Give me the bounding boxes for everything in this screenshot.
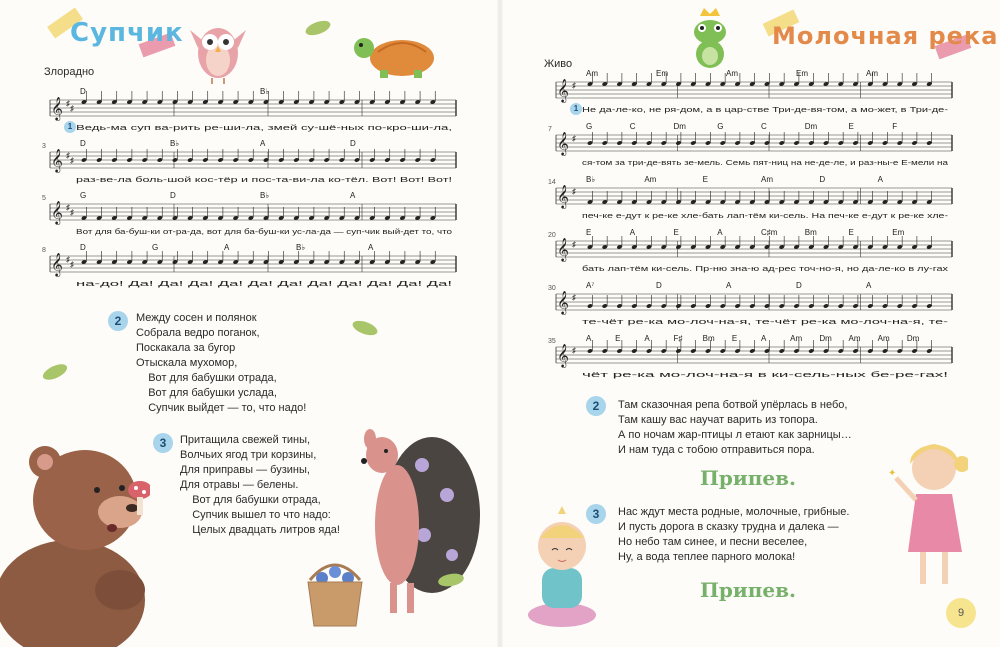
- chord-symbol: B♭: [260, 87, 270, 96]
- verse-line: Нас ждут места родные, молочные, грибные.: [618, 506, 850, 518]
- verse-line: Поскакала за бугор: [136, 342, 236, 354]
- chord-symbol: A: [586, 334, 592, 343]
- chord-symbol: B♭: [170, 139, 180, 148]
- chord-symbol: Em: [656, 69, 668, 78]
- chord-symbol: E: [586, 228, 592, 237]
- sheet-music-right: [546, 64, 956, 392]
- page-number-badge: 9: [946, 598, 976, 628]
- chord-symbol: E: [702, 175, 709, 184]
- verse-line: Целых двадцать литров яда!: [180, 524, 340, 536]
- staff-system: [50, 87, 456, 132]
- lyrics-line: печ-ке е-дут к ре-ке хле-бать лап-тём ки-сель. На печ-ке е-дут к ре-ке хле-: [582, 211, 949, 220]
- staff-system: [548, 175, 952, 220]
- key-signature-sharp: ♯: [572, 240, 576, 249]
- verse-line: И нам туда с тобою отправиться пора.: [618, 444, 815, 456]
- chord-symbol: A: [877, 175, 884, 184]
- lyrics-line: на-до! Да! Да! Да! Да! Да! Да! Да! Да! Да! Да! Да!: [76, 279, 452, 288]
- chord-symbol: E: [673, 228, 679, 237]
- staff-system: [42, 191, 456, 236]
- chord-symbol: D: [819, 175, 826, 184]
- chord-symbol: D: [80, 243, 86, 252]
- chord-symbol: A: [726, 281, 732, 290]
- lyrics-line: ся-том за три-де-вять зе-мель. Семь пят-ниц на не-де-ле, и раз-ны-е Е-мели на: [582, 158, 950, 167]
- verse-line: Супчик вышел то что надо:: [180, 509, 331, 521]
- chord-symbol: Dm: [906, 334, 920, 343]
- measure-number: 7: [548, 126, 552, 133]
- verse-line: Там кашу вас научат варить из топора.: [618, 414, 818, 426]
- chord-symbol: Am: [848, 334, 861, 343]
- lyrics-line: раз-ве-ла боль-шой кос-тёр и пос-та-ви-ла ко-тёл. Вот! Вот! Вот!: [76, 175, 452, 184]
- frog-prince-illustration: [688, 6, 732, 70]
- staff-system: [42, 139, 456, 184]
- basket-illustration: [300, 550, 370, 630]
- measure-number: 5: [42, 195, 46, 202]
- staff-system: [548, 228, 952, 273]
- tempo-marking-right: Живо: [544, 58, 573, 70]
- chord-symbol: E: [615, 334, 621, 343]
- chord-symbol: C♯m: [761, 228, 778, 237]
- key-signature-sharp: ♯: [572, 134, 576, 143]
- measure-number: 35: [548, 338, 556, 345]
- key-signature-sharp: ♯: [70, 104, 74, 113]
- chord-symbol: D: [796, 281, 802, 290]
- treble-clef: 𝄞: [51, 254, 63, 276]
- chord-symbol: C: [761, 122, 767, 131]
- measure-number: 8: [42, 247, 46, 254]
- chord-symbol: Bm: [804, 228, 817, 237]
- key-signature-sharp: ♯: [572, 346, 576, 355]
- chord-symbol: E: [848, 228, 854, 237]
- chord-symbol: A: [629, 228, 636, 237]
- verse-line: Притащила свежей тины,: [180, 434, 311, 446]
- treble-clef: 𝄞: [557, 80, 569, 102]
- key-signature-sharp: ♯: [70, 260, 74, 269]
- treble-clef: 𝄞: [557, 186, 569, 208]
- verse-2-right: [618, 398, 852, 458]
- chord-symbol: A: [350, 191, 356, 200]
- chord-symbol: Am: [877, 334, 890, 343]
- verse-line: Для отравы — белены.: [180, 479, 299, 491]
- measure-number: 3: [42, 143, 46, 150]
- verse-line: Для приправы — бузины,: [180, 464, 310, 476]
- chord-symbol: Am: [644, 175, 657, 184]
- boy-illustration: [522, 500, 602, 630]
- measure-number: 30: [548, 285, 556, 292]
- treble-clef: 𝄞: [51, 202, 63, 224]
- lyrics-line: Вот для ба-буш-ки от-ра-да, вот для ба-буш-ки ус-ла-да — суп-чик вый-дет то, что: [76, 227, 452, 236]
- chord-symbol: A: [368, 243, 374, 252]
- measure-number: 20: [548, 232, 556, 239]
- verse-line: Отыскала мухомор,: [136, 357, 238, 369]
- girl-illustration: [888, 434, 968, 594]
- treble-clef: 𝄞: [557, 292, 569, 314]
- staff-system: [548, 334, 952, 379]
- verse-3-right: [618, 505, 849, 565]
- verse-3-left: [180, 433, 340, 538]
- leaf-decoration: [303, 18, 333, 38]
- verse-line: Но небо там синее, и песни веселее,: [618, 536, 808, 548]
- chord-symbol: F♯: [673, 334, 683, 343]
- lyrics-line: бать лап-тём ки-сель. Пр-ню зна-ю ад-рес точ-но-я, но да-ле-ко в лу-гах: [582, 264, 949, 273]
- chord-symbol: Dm: [673, 122, 686, 131]
- key-signature-sharp: ♯: [66, 151, 70, 160]
- chord-symbol: D: [80, 87, 86, 96]
- chorus-label-2: Припев.: [700, 578, 796, 602]
- chord-symbol: A: [761, 334, 767, 343]
- treble-clef: 𝄞: [557, 239, 569, 261]
- chord-symbol: G: [80, 191, 87, 200]
- lyrics-line: те-чёт ре-ка мо-лоч-на-я, те-чёт ре-ка мо-лоч-на-я, те-: [582, 317, 949, 326]
- verse-line: Собрала ведро поганок,: [136, 327, 260, 339]
- chord-symbol: G: [586, 122, 593, 131]
- owl-illustration: [188, 8, 248, 86]
- chord-symbol: A: [866, 281, 872, 290]
- chord-symbol: E: [848, 122, 854, 131]
- chord-symbol: Dm: [804, 122, 818, 131]
- verse-line: А по ночам жар-птицы л етают как зарницы…: [618, 429, 852, 441]
- chord-symbol: Dm: [819, 334, 832, 343]
- verse-line: И пусть дорога в сказку трудна и далека —: [618, 521, 839, 533]
- chord-symbol: B♭: [296, 243, 306, 252]
- leaf-decoration: [350, 318, 380, 338]
- lyrics-line: Не да-ле-ко, не ря-дом, а в цар-стве Три-де-вя-том, а мо-жет, в Три-де-: [582, 105, 949, 114]
- chord-symbol: D: [350, 139, 356, 148]
- leaf-decoration: [40, 362, 70, 382]
- key-signature-sharp: ♯: [70, 156, 74, 165]
- chord-symbol: Bm: [702, 334, 715, 343]
- measure-number: 14: [548, 179, 556, 186]
- treble-clef: 𝄞: [51, 150, 63, 172]
- svg-text:✦: ✦: [888, 468, 897, 479]
- chord-symbol: D: [656, 281, 662, 290]
- treble-clef: 𝄞: [51, 98, 63, 120]
- chord-symbol: B♭: [260, 191, 270, 200]
- right-page: [500, 0, 1000, 647]
- key-signature-sharp: ♯: [572, 293, 576, 302]
- chord-symbol: Am: [790, 334, 803, 343]
- chord-symbol: E: [731, 334, 738, 343]
- tempo-marking-left: Злорадно: [44, 66, 95, 78]
- chord-symbol: Am: [866, 69, 878, 78]
- treble-clef: 𝄞: [557, 345, 569, 367]
- chorus-label-1: Припев.: [700, 466, 796, 490]
- bear-illustration: [0, 400, 150, 647]
- staff-system: [548, 281, 952, 326]
- chord-symbol: B♭: [586, 175, 596, 184]
- treble-clef: 𝄞: [557, 133, 569, 155]
- key-signature-sharp: ♯: [572, 81, 576, 90]
- verse-line: Супчик выйдет — то, что надо!: [136, 402, 307, 414]
- staff-system: [556, 69, 952, 114]
- chord-symbol: G: [152, 243, 159, 252]
- chord-symbol: A⁷: [586, 281, 595, 290]
- key-signature-sharp: ♯: [70, 208, 74, 217]
- verse-number-3-right: 3: [586, 504, 606, 524]
- verse-line: Вот для бабушки отрада,: [136, 372, 277, 384]
- chord-symbol: Em: [892, 228, 905, 237]
- key-signature-sharp: ♯: [66, 203, 70, 212]
- chord-symbol: A: [644, 334, 650, 343]
- verse-2-left: [136, 311, 306, 416]
- key-signature-sharp: ♯: [66, 99, 70, 108]
- hedgehog-illustration: [352, 425, 482, 625]
- verse-line: Между сосен и полянок: [136, 312, 257, 324]
- chord-symbol: D: [80, 139, 86, 148]
- verse-line: Там сказочная репа ботвой упёрлась в небо,: [618, 399, 848, 411]
- staff-system: [42, 243, 456, 288]
- verse-number-1: 1: [64, 121, 76, 133]
- chord-symbol: Am: [761, 175, 773, 184]
- lyrics-line: Ведь-ма суп ва-рить ре-ши-ла, змей су-шё-ных по-кро-ши-ла,: [76, 123, 452, 132]
- verse-line: Вот для бабушки отрада,: [180, 494, 321, 506]
- chord-symbol: C: [629, 122, 636, 131]
- song-title-left: Супчик: [70, 18, 184, 48]
- chord-symbol: A: [224, 243, 230, 252]
- chord-symbol: G: [717, 122, 724, 131]
- chord-symbol: D: [170, 191, 176, 200]
- key-signature-sharp: ♯: [66, 255, 70, 264]
- chord-symbol: A: [260, 139, 266, 148]
- verse-line: Ну, а вода теплее парного молока!: [618, 551, 796, 563]
- verse-number-3-left: 3: [153, 433, 173, 453]
- song-title-right: Молочная река: [772, 22, 999, 50]
- verse-line: Вот для бабушки услада,: [136, 387, 277, 399]
- chord-symbol: Am: [586, 69, 598, 78]
- turtle-illustration: [350, 30, 450, 80]
- verse-number-1: 1: [570, 103, 582, 115]
- verse-number-2-right: 2: [586, 396, 606, 416]
- verse-line: Волчьих ягод три корзины,: [180, 449, 317, 461]
- chord-symbol: A: [717, 228, 723, 237]
- chord-symbol: Am: [726, 69, 738, 78]
- chord-symbol: F: [892, 122, 898, 131]
- verse-number-2-left: 2: [108, 311, 128, 331]
- staff-system: [548, 122, 952, 167]
- lyrics-line: чёт ре-ка мо-лоч-на-я в ки-сель-ных бе-ре-гах!: [582, 370, 948, 379]
- key-signature-sharp: ♯: [572, 187, 576, 196]
- sheet-music-left: [40, 82, 460, 300]
- leaf-decoration: [436, 570, 466, 590]
- chord-symbol: Em: [796, 69, 808, 78]
